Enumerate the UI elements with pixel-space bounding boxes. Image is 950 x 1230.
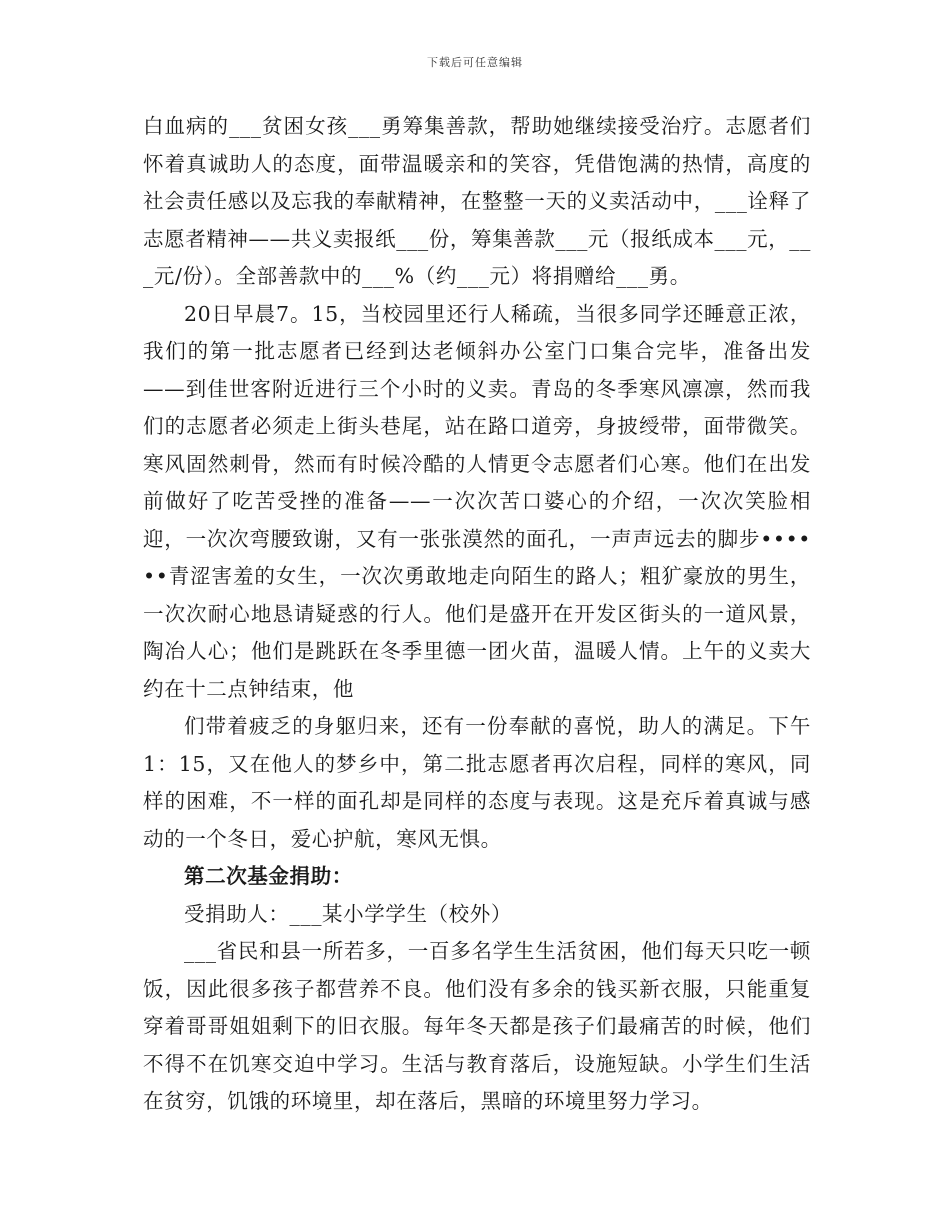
recipient-line: 受捐助人：___某小学学生（校外） — [184, 901, 512, 926]
paragraph-fundraising-summary: 白血病的___贫困女孩___勇筹集善款，帮助她继续接受治疗。志愿者们怀着真诚助人的态度，面带温暖亲和的笑容，凭借饱满的热情，高度的社会责任感以及忘我的奉献精神，在整整一天的义卖活动中，___诠释了志愿者精神——共义卖报纸___份，筹集善款___元（报纸成本___元，___元/份）。全部善款中的___%（约___元）将捐赠给___勇。 — [143, 114, 811, 288]
paragraph-school-description: ___省民和县一所若多，一百多名学生生活贫困，他们每天只吃一顿饭，因此很多孩子都营养不良。他们没有多余的钱买新衣服，只能重复穿着哥哥姐姐剩下的旧衣服。每年冬天都是孩子们最痛苦的时候，他们不得不在饥寒交迫中学习。生活与教育落后，设施短缺。小学生们生活在贫穷，饥饿的环境里，却在落后，黑暗的环境里努力学习。 — [143, 939, 811, 1113]
paragraph-morning-sale: 20日早晨7。15，当校园里还行人稀疏，当很多同学还睡意正浓，我们的第一批志愿者已经到达老倾斜办公室门口集合完毕，准备出发——到佳世客附近进行三个小时的义卖。青岛的冬季寒风凛凛，然而我们的志愿者必须走上街头巷尾，站在路口道旁，身披绶带，面带微笑。寒风固然刺骨，然而有时候冷酷的人情更令志愿者们心寒。他们在出发前做好了吃苦受挫的准备——一次次苦口婆心的介绍，一次次笑脸相迎，一次次弯腰致谢，又有一张张漠然的面孔，一声声远去的脚步••••••青涩害羞的女生，一次次勇敢地走向陌生的路人；粗犷豪放的男生，一次次耐心地恳请疑惑的行人。他们是盛开在开发区街头的一道风景，陶冶人心；他们是跳跃在冬季里德一团火苗，温暖人情。上午的义卖大约在十二点钟结束，他 — [143, 301, 811, 701]
document-body — [143, 108, 811, 1121]
page-header: 下载后可任意编辑 — [427, 56, 523, 69]
paragraph-afternoon-sale: 们带着疲乏的身躯归来，还有一份奉献的喜悦，助人的满足。下午1：15，又在他人的梦乡中，第二批志愿者再次启程，同样的寒风，同样的困难，不一样的面孔却是同样的态度与表现。这是充斥着真诚与感动的一个冬日，爱心护航，寒风无惧。 — [143, 714, 811, 851]
section-heading: 第二次基金捐助： — [184, 864, 353, 888]
